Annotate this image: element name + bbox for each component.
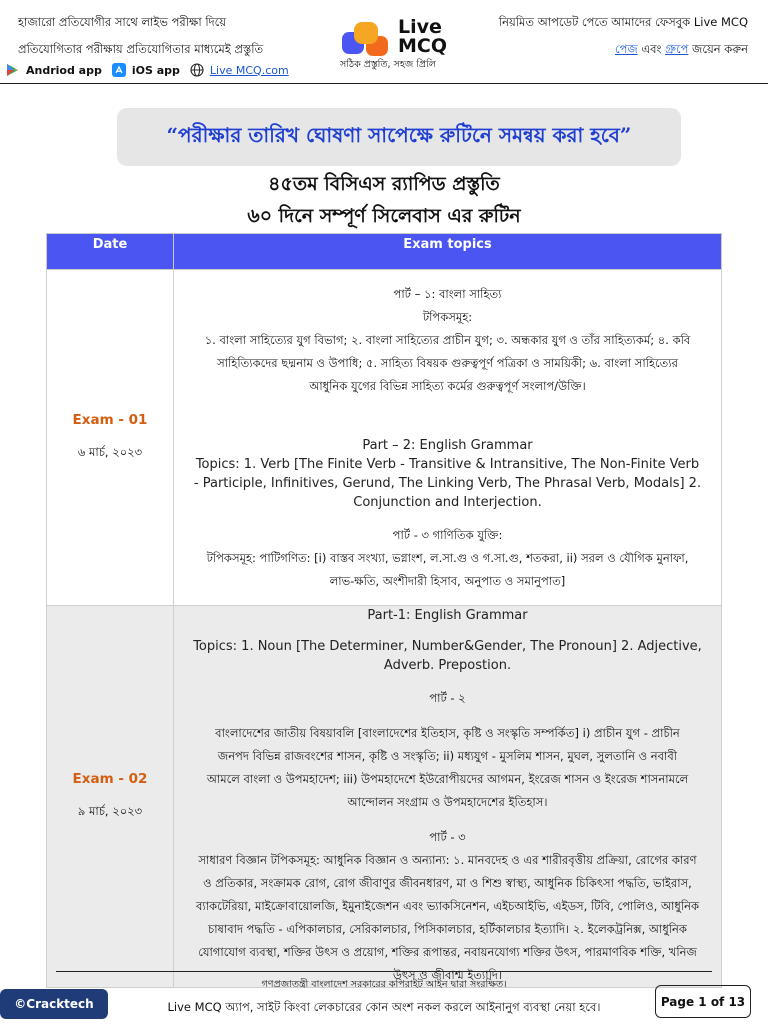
topics-column-header: Exam topics — [174, 234, 722, 270]
part-title: পার্ট - ৩ গাণিতিক যুক্তি: — [392, 527, 503, 542]
facebook-page-link[interactable]: পেজ — [614, 42, 638, 56]
logo-word-live: Live — [398, 16, 442, 38]
topics-subtitle: টপিকসমূহ: — [422, 309, 473, 324]
exam-date-cell — [47, 270, 174, 606]
topic-line: Conjunction and Interjection. — [353, 494, 542, 510]
page-title: ৪৫তম বিসিএস র‍্যাপিড প্রস্তুতি — [268, 173, 500, 195]
topic-line: চাষাবাদ পদ্ধতি - এপিকালচার, সেরিকালচার, পিসিকালচার, হর্টিকালচার ইত্যাদি। ২. ইলেকট্রনিক্স, আধুনিক — [208, 922, 687, 936]
google-play-icon — [6, 63, 20, 77]
android-app-link[interactable] — [6, 63, 102, 77]
page-number: Page 1 of 13 — [655, 985, 751, 1018]
join-text: জয়েন করুন — [688, 42, 748, 56]
part-title: Part – 2: English Grammar — [362, 437, 533, 453]
logo-wordmark — [398, 18, 447, 56]
exam-date: ৯ মার্চ, ২০২৩ — [77, 804, 143, 818]
website-label: Live MCQ.com — [209, 63, 289, 77]
cracktech-badge: ©Cracktech — [0, 989, 108, 1019]
header-left-line2: প্রতিযোগিতার পরীক্ষায় প্রতিযোগিতার মাধ্যমেই প্রস্তুতি — [18, 42, 264, 56]
topic-line: টপিকসমূহ: পাটিগণিত: [i) বাস্তব সংখ্যা, ভগ্নাংশ, ল.সা.গু ও গ.সা.গু, শতকরা, ii) সরল ও যৌগিক মুনাফা, — [206, 550, 689, 565]
globe-icon — [190, 63, 204, 77]
topic-line: আন্দোলন সংগ্রাম ও উপমহাদেশের ইতিহাস। — [347, 795, 548, 809]
topic-line: ও প্রতিকার, সংক্রামক রোগ, রোগ জীবাণুর জীবনধারণ, মা ও শিশু স্বাস্থ্য, আধুনিক চিকিৎসা পদ্ধতি, ভাইরাস, — [203, 876, 692, 890]
website-link[interactable] — [190, 63, 289, 77]
topic-line: আধুনিক যুগের বিভিন্ন সাহিত্য কর্মের গুরুত্বপূর্ণ সংলাপ/উক্তি। — [309, 378, 586, 393]
footer-divider — [56, 971, 712, 972]
exam-label: Exam - 02 — [72, 771, 148, 787]
topic-line: সাহিত্যিকদের ছদ্মনাম ও উপাধি; ৫. সাহিত্য বিষয়ক গুরুত্বপূর্ণ পত্রিকা ও সাময়িকী; ৬. বাংলা সাহিত্যের — [217, 355, 678, 370]
header-left-line1: হাজারো প্রতিযোগীর সাথে লাইভ পরীক্ষা দিয়ে — [18, 15, 227, 29]
app-store-icon — [112, 63, 126, 77]
table-row — [47, 270, 722, 606]
topic-line: সাধারণ বিজ্ঞান টপিকসমূহ: আধুনিক বিজ্ঞান ও অন্যান্য: ১. মানবদেহ ও এর শারীরবৃত্তীয় প্রক্রিয়া, রোগের কারণ — [198, 853, 697, 867]
table-row — [47, 606, 722, 988]
topic-line: Topics: 1. Noun [The Determiner, Number&Gender, The Pronoun] 2. Adjective, — [193, 639, 702, 654]
topic-line: যোগাযোগ ব্যবস্থা, শক্তির উৎস ও প্রয়োগ, শক্তির রূপান্তর, নবায়নযোগ্য শক্তির উৎস, পারমাণবিক শক্তি, খনিজ — [198, 945, 697, 959]
part-title: পার্ট - ২ — [429, 691, 466, 705]
exam-label: Exam - 01 — [72, 412, 148, 428]
topic-line: - Participle, Infinitives, Gerund, The Linking Verb, The Phrasal Verb, Modals] 2. — [193, 475, 702, 491]
exam-topics-cell — [174, 270, 722, 606]
logo-tagline: সঠিক প্রস্তুতি, সহজ প্রিলি — [340, 59, 436, 70]
part-title: Part-1: English Grammar — [367, 608, 528, 623]
notice-banner: “পরীক্ষার তারিখ ঘোষণা সাপেক্ষে রুটিনে সমন্বয় করা হবে” — [117, 108, 681, 166]
page-subtitle: ৬০ দিনে সম্পূর্ণ সিলেবাস এর রুটিন — [247, 205, 521, 227]
facebook-group-link[interactable]: গ্রুপে — [665, 42, 689, 56]
table-header-row — [47, 234, 722, 270]
page-header — [0, 0, 768, 84]
topic-line: ১. বাংলা সাহিত্যের যুগ বিভাগ; ২. বাংলা সাহিত্যের প্রাচীন যুগ; ৩. অন্ধকার যুগ ও তাঁর সাহিত্যকর্ম; ৪. কবি — [204, 332, 691, 347]
android-app-label: Andriod app — [26, 63, 102, 77]
exam-date: ৬ মার্চ, ২০২৩ — [77, 445, 143, 459]
topic-line: Topics: 1. Verb [The Finite Verb - Transitive & Intransitive, The Non-Finite Verb — [195, 456, 700, 472]
routine-table — [46, 233, 722, 988]
exam-topics-cell — [174, 606, 722, 988]
topic-line: লাভ-ক্ষতি, অংশীদারী হিসাব, অনুপাত ও সমানুপাত] — [329, 573, 566, 588]
topic-line: জনপদ বিভিন্ন রাজবংশের শাসন, কৃষ্টি ও সংস্কৃতি; ii) মধ্যযুগ - মুসলিম শাসন, মুঘল, সুলতানি ও নবাবী — [217, 749, 678, 763]
topic-line: Adverb. Prepostion. — [383, 658, 512, 673]
date-column-header: Date — [47, 234, 174, 270]
ios-app-link[interactable] — [112, 63, 180, 77]
part-title: পার্ট – ১: বাংলা সাহিত্য — [393, 286, 502, 301]
logo-mark-icon — [340, 22, 392, 58]
copyright-notice: গণপ্রজাতন্ত্রী বাংলাদেশ সরকারের কপিরাইট আইন দ্বারা সংরক্ষিত। — [261, 979, 507, 990]
ios-app-label: iOS app — [131, 63, 180, 77]
app-links — [6, 63, 299, 77]
and-text: এবং — [637, 42, 666, 56]
topic-line: ব্যাকটেরিয়া, মাইক্রোবায়োলজি, ইমুনাইজেশন এবং ভ্যাকসিনেশন, এইচআইভি, এইডস, টিবি, পোলিও, আধুনিক — [195, 899, 700, 913]
logo-word-mcq: MCQ — [398, 35, 448, 57]
header-right-line2 — [615, 41, 748, 60]
live-mcq-logo — [340, 18, 460, 74]
exam-date-cell — [47, 606, 174, 988]
header-right-line1: নিয়মিত আপডেট পেতে আমাদের ফেসবুক Live MCQ — [498, 15, 748, 29]
part-title: পার্ট - ৩ — [429, 830, 466, 844]
topic-line: উৎস ও জীবাশ্ম ইত্যাদি। — [392, 968, 503, 982]
piracy-warning: Live MCQ অ্যাপ, সাইট কিংবা লেকচারের কোন অংশ নকল করলে আইনানুগ ব্যবস্থা নেয়া হবে। — [167, 1000, 601, 1014]
topic-line: বাংলাদেশের জাতীয় বিষয়াবলি [বাংলাদেশের ইতিহাস, কৃষ্টি ও সংস্কৃতি সম্পর্কিত] i) প্রাচীন যুগ - প্রাচীন — [215, 726, 680, 740]
topic-line: আমলে বাংলা ও উপমহাদেশ; iii) উপমহাদেশে ইউরোপীয়দের আগমন, ইংরেজ শাসন ও ইংরেজ শাসনামলে — [206, 772, 689, 786]
